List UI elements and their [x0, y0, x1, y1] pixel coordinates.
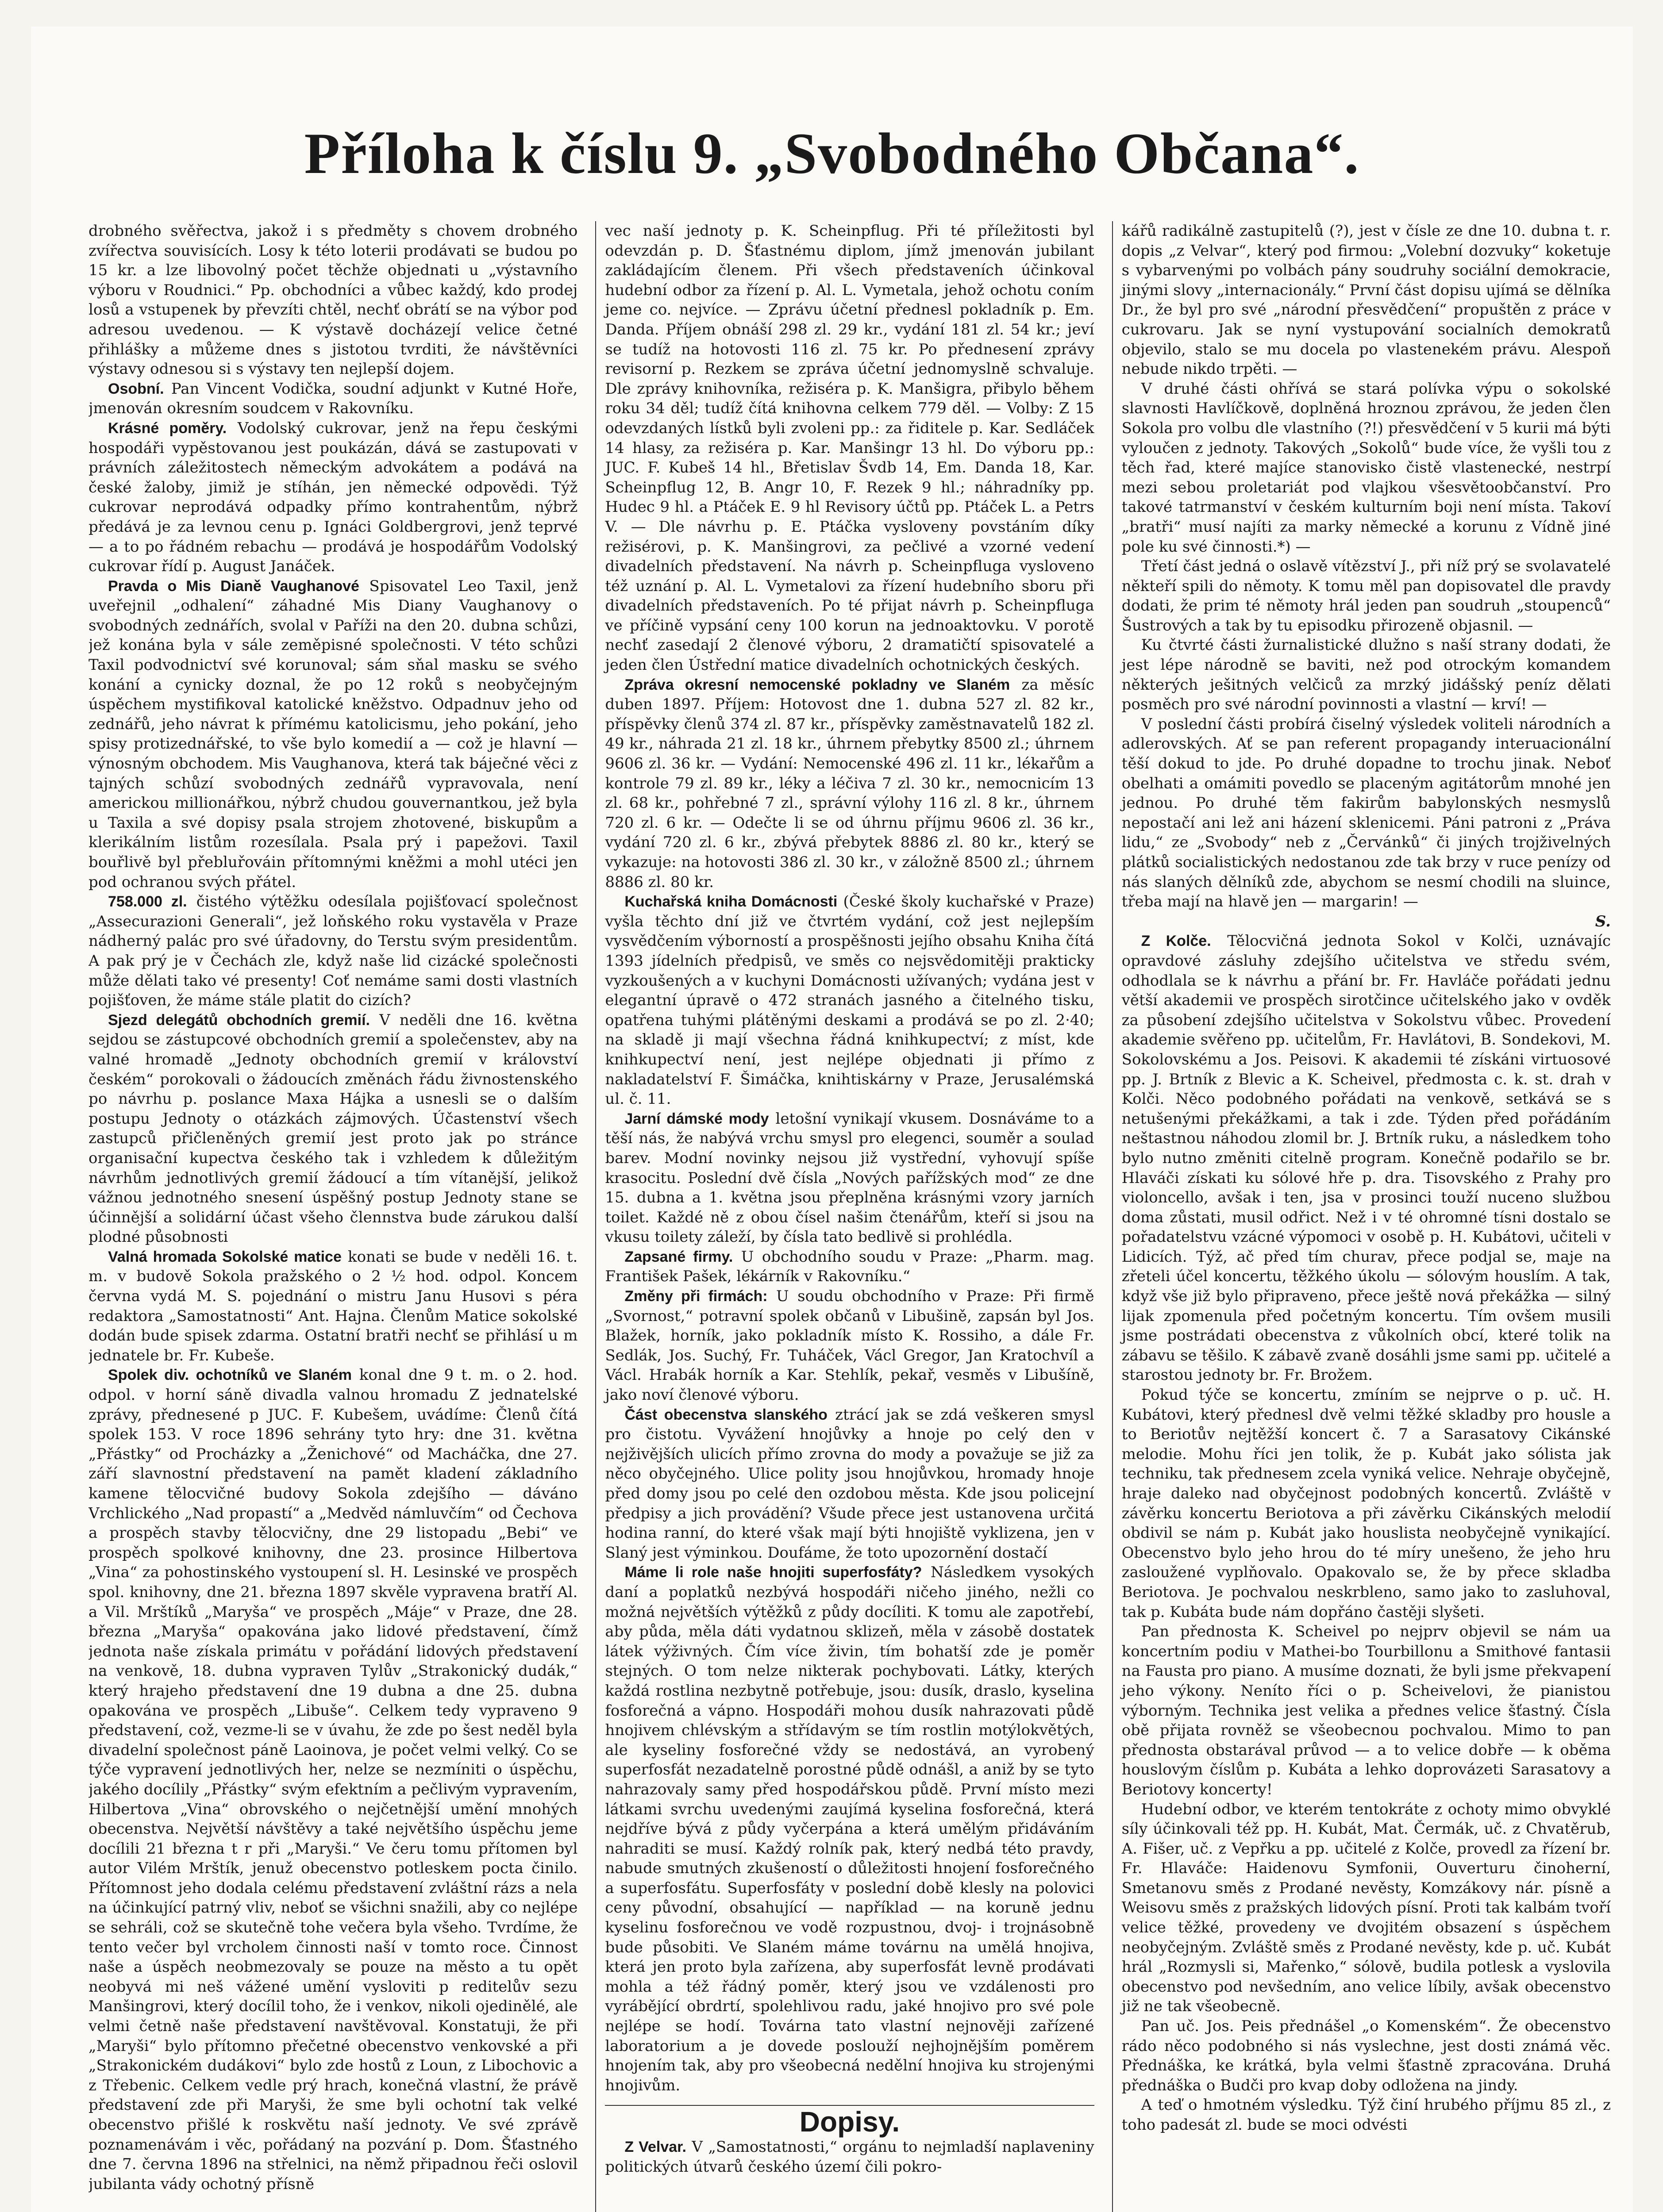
- article-theatre-club-cont: vec naší jednoty p. K. Scheinpflug. Při té příležitosti byl odevzdán p. D. Šťastnému diplom, jímž jmenován jubilant zakládajícím členem. Při všech představeních účinkoval hudební odbor za řízení p. Al. L. Vymetala, jehož ochotu coním jeme co. nejvíce. — Zprávu účetní přednesl pokladník p. Em. Danda. Příjem obnáší 298 zl. 29 kr., vydání 181 zl. 54 kr.; jeví se tudíž na hotovosti 116 zl. 75 kr. Po přednesení zprávy revisorní p. Rezkem se zpráva účetní jednomyslně schvaluje. Dle zprávy knihovníka, režiséra p. K. Manšigra, přibylo během roku 34 děl; tudíž čítá knihovna celkem 779 děl. — Volby: Z 15 odevzdaných lístků byli zvoleni pp.: za řiditele p. Kar. Sedláček 14 hlasy, za režiséra p. Kar. Manšingr 13 hl. Do výboru pp.: JUC. F. Kubeš 14 hl., Břetislav Švdb 14, Em. Danda 18, Kar. Scheinpflug 12, B. Angr 10, F. Rezek 9 hl.; náhradníky pp. Hudec 9 hl. a Ptáček E. 9 hl Revisory účtů pp. Ptáček L. a Petrs V. — Dle návrhu p. E. Ptáčka vysloveny povstáním díky režisérovi, p. K. Manšingrovi, za pečlivé a vzorné vedení divadelních představení. Na návrh p. Scheinpfluga vysloveno též uznání p. Al. L. Vymetalovi za řízení hudebního sboru při divadelních představeních. Po té přijat návrh p. Scheinpfluga ve příčině vypsání ceny 100 korun na jednoaktovku. V porotě nechť zasedají 2 členové výboru, 2 dramatičtí spisovatelé a jeden člen Ústřední matice divadelních ochotnických českých.: [605, 222, 1094, 674]
- article-cleanliness: [605, 1405, 1094, 1563]
- article-theatre-club: [89, 1365, 577, 2194]
- headline-vaughan: Pravda o Mis Dianě Vaughanové: [108, 577, 359, 595]
- letter-kolec: [1122, 931, 1611, 1385]
- headline-kolec: Z Kolče.: [1141, 933, 1211, 950]
- article-insurance: [89, 892, 577, 1010]
- letter-velvary: [605, 2137, 1094, 2177]
- letter-velvary-cont-3: Třetí část jedná o oslavě vítězství J., při níž prý se svolavatelé někteří spili do němoty. K tomu měl pan dopisovatel dle pravdy dodati, že prim té němoty hrál jeden pan soudruh „stoupenců“ Šustrových a tak by tu episodku přirozeně objasnil. —: [1121, 557, 1611, 634]
- headline-firms: Zapsané firmy.: [624, 1248, 733, 1265]
- article-cookbook-text: (České školy kuchařské v Praze) vyšla těchto dní již ve čtvrtém vydání, což jest nejlepším vysvědčením výborností a prospěšnosti jejího obsahu Kniha čítá 1393 jídelních předpisů, ve směs co nejsvědomitěji prakticky vyzkoušených a v kuchyni Domácnosti užívaných; vydána jest v elegantní úpravě o 472 stranách jasného a čitelného tisku, opatřena tuhými plátěnými deskami a prodává se po zl. 2·40; na skladě ji mají všechna řádná knihkupectví; z míst, kde knihkupectví není, jest nejlépe objednati ji přímo z nakladatelství F. Šimáčka, knihtiskárny v Praze, Jerusalémská ul. č. 11.: [605, 893, 1094, 1108]
- article-fashion: [605, 1109, 1094, 1247]
- article-delegates: [89, 1010, 577, 1247]
- headline-superphosphate: Máme li role naše hnojiti superfosfáty?: [624, 1564, 922, 1581]
- column-3: [1112, 221, 1611, 2212]
- article-exhibition: drobného svěřectva, jakož i s předměty s chovem drobného zvířectva souvisících. Losy k této loterii prodávati se budou po 15 kr. a lze libovolný počet těchže objednati u „výstavního výboru v Roudnici.“ Pp. obchodníci a vůbec každý, kdo prodej losů a vstupenek by převzíti chtěl, nechť obrátí se na výbor pod adresou uvedenou. — K výstavě docházejí velice četné přihlášky a můžeme dnes s jistotou tvrditi, že návštěvníci výstavy odnesou si s výstavy ten nejlepší dojem.: [89, 222, 578, 378]
- article-sickness-fund: [605, 675, 1094, 892]
- letter-kolec-cont-2: Pan přednosta K. Scheivel po nejprv objevil se nám ua koncertním podiu v Mathei-bo Tourbillonu a Smithové fantasii na Fausta pro piano. A musíme doznati, že byli jsme překvapení jeho výkony. Neníto říci o p. Scheivelovi, že pianistou výborným. Technika jest velika a přednes velice šťastný. Čísla obě přijata rovněž se všeobecnou pochvalou. Mimo to pan přednosta obstarával průvod — a to velice dobře — k oběma houslovým číslům p. Kubáta a lehko doprovázeti Sarasatovy a Beriotovy koncerty!: [1121, 1623, 1611, 1798]
- letter-kolec-cont-5: A teď o hmotném výsledku. Týž činí hrubého příjmu 85 zl., z toho padesát zl. bude se moci odvésti: [1121, 2096, 1611, 2134]
- article-cleanliness-text: ztrácí jak se zdá veškeren smysl pro čistotu. Vyvážení hnojůvky a hnoje po celý den v nejživějších ulicích přímo zrovna do mody a považuje se již za něco obyčejného. Ulice polity jsou hnojůvkou, hromady hnoje před domy jsou po celé den ozdobou města. Kde jsou policejní předpisy a jich provádění? Všude přece jest ustanovena určitá hodina ranní, do které však mají býti hnojiště vyklizena, jen v Slaný jest výminkou. Doufáme, že toto upozornění dostačí: [605, 1406, 1094, 1562]
- column-2: [595, 221, 1094, 2212]
- letter-signature: S.: [1595, 912, 1611, 930]
- article-fashion-text: letošní vynikají vkusem. Dosnáváme to a těší nás, že nabývá vrchu smysl pro elegenci, souměr a soulad barev. Modní novinky nejsou již vystřední, vyhovují spíše krasocitu. Poslední dvě čísla „Nových pařížských mod“ ze dne 15. dubna a 1. května jsou přeplněna krásnými vzory jarních toilet. Každé ně z obou čísel našim čtenářům, kteří si jsou na vkusu toilety záleží, by čísla tato bedlivě si prohlédla.: [605, 1110, 1094, 1246]
- headline-cleanliness: Část obecenstva slanského: [624, 1406, 828, 1423]
- headline-personal: Osobní.: [108, 380, 164, 397]
- article-firm-changes-text: U soudu obchodního v Praze: Při firmě „Svornost,“ potravní spolek občanů v Libušině, zapsán byl Jos. Blažek, horník, jako pokladník místo K. Rossiho, a dále Fr. Sedlák, Jos. Suchý, Fr. Tuháček, Václ Gregor, Jan Kratochvíl a Václ. Hrabák horník a Kar. Stehlík, pekař, vesměs v Libušíně, jako noví členové výboru.: [605, 1287, 1094, 1404]
- article-personal-text: Pan Vincent Vodička, soudní adjunkt v Kutné Hoře, jmenován okresním soudcem v Rakovníku.: [89, 380, 578, 418]
- article-insurance-text: čistého výtěžku odesílala pojišťovací společnost „Assecurazioni Generali“, jež loňského roku vystavěla v Praze nádherný palác pro své úřadovny, do Terstu svým presidentům. A pak prý je v Čechách zle, když naše lid cizácké společnosti může dělati tako vé presenty! Coť nemáme sami dosti vlastních pojišťoven, že máme stále platit do cizích?: [89, 893, 578, 1010]
- headline-fashion: Jarní dámské mody: [624, 1110, 769, 1127]
- article-vaughan: [89, 576, 577, 892]
- text-columns: [89, 221, 1611, 2212]
- headline-theatre-club: Spolek div. ochotníků ve Slaném: [108, 1367, 352, 1384]
- column-1: [89, 221, 577, 2212]
- headline-sokol-matice: Valná hromada Sokolské matice: [108, 1248, 342, 1265]
- letter-velvary-cont-5: V poslední části probírá čiselný výsledek voliteli národních a adlerovských. Ať se pan referent propagandy interuacionální těší dokud to jde. Po druhé dopadne to trochu jinak. Neboť obelhati a omámiti povedlo se placeným agitátorům mnohé jen jednou. Po druhé těm fakirům babylonských nesmyslů nepostačí ani lež ani házení sklenicemi. Páni patroni z „Práva lidu,“ ze „Svobody“ neb z „Červánků“ či jiných trojživelných plátků socialistických nedostanou zde tak brzy v ruce penízy od nás slaných dělníků zde, abychom se nesmí chodili na sluince, třeba mají na hlavě jen — margarin! —: [1121, 715, 1611, 911]
- headline-velvary: Z Velvar.: [624, 2139, 686, 2155]
- headline-firm-changes: Změny při firmách:: [624, 1288, 768, 1305]
- article-conditions: [89, 419, 577, 576]
- letter-kolec-text: Tělocvičná jednota Sokol v Kolči, uznávajíc opravdové zásluhy zdejšího učitelstva ve středu svém, odhodlala se k návrhu a přání br. Fr. Havláče pořádati jednu větší akademii ve prospěch sirotčince učitelského jako v ovděk za působení zdejšího učitelstva v Sokolstvu vůbec. Provedení akademie svěřeno pp. učitelům, Fr. Havlátovi, B. Sondekovi, M. Sokolovskému a Jos. Peisovi. K akademii té získáni virtuosové pp. J. Brtník z Blevic a K. Scheivel, předmosta c. k. st. drah v Kolči. Něco podobného pořádati na venkově, setkává se s netušenými překážkami, a tak i zde. Týden před pořádáním neštastnou náhodou zlomil br. J. Brtník ruku, a následkem toho bylo nutno změniti citelně program. Konečně podařilo se br. Hlaváči získati ku sólové hře p. dra. Tisovského z Prahy pro violoncello, avšak i ten, jsa v prosinci touží nuceno službou doma zůstati, musil odřict. Než i v té ohromné tísni dostalo se pořadatelstvu vzácné výpomoci v osobě p. H. Kubátovi, učiteli v Lidicích. Týž, ač před tím churav, přece podjal se, maje na zřeteli účel koncertu, těžkého úkolu — sólovým houslím. A tak, když vše již bylo připraveno, přece ještě nová překážka — silný lijak zpomenula před početným koncertu. Tím ovšem musili jsme postrádati obecenstva z vůkolních obcí, které tolik na zábavu se těšilo. K zábavě zvaně dosáhli jsme sami pp. učitelé a starostou jednoty br. Fr. Brožem.: [1121, 932, 1611, 1384]
- article-firms-text: U obchodního soudu v Praze: „Pharm. mag. František Pašek, lékárník v Rakovníku.“: [605, 1248, 1094, 1286]
- article-superphosphate-text: Následkem vysokých daní a poplatků nezbývá hospodáři ničeho jiného, nežli co možná největších výtěžků z půdy docíliti. K tomu ale zapotřebí, aby půda, měla dáti vydatnou sklizeň, měla v zásobě dostatek látek výživných. Čím více živin, tím bohatší zde je poměr stejných. O tom nelze nikterak pochybovati. Látky, kterých každá rostlina nezbytně potřebuje, jsou: dusík, draslo, kyselina fosforečná a vápno. Hospodáři mohou dusík nahrazovati půdě hnojivem chlévským a střídavým se tím rostlin motýlokvětých, ale kyseliny fosforečné vždy se nedostává, an vyrobený superfosfát nezadatelně porostné půdě odnášl, a aniž by se tyto nahrazovaly samy před hospodářskou půdě. První místo mezi látkami svrchu uvedenými zaujímá kyselina fosforečná, která nejdříve bývá z půdy vyčerpána a která umělým přidáváním nahraditi se musí. Každý rolník pak, který nedbá této pravdy, nabude smutných zkušeností o důležitosti hnojení fosforečného a superfosfátu. Superfosfáty v poslední době klesly na polovici ceny původní, obsahující — například — na koruně jednu kyselinu fosforečnou ve vodě rozpustnou, dvoj- i trojnásobně bude působiti. Ve Slaném máme továrnu na umělá hnojiva, která jen proto byla zařízena, aby superfosfát levně prodávati mohla a též řádný poměr, který jsou ve vzdálenosti pro vyrábějící obrdrtí, spolehlivou radu, jaké hnojivo pro své pole nejlépe se hodí. Továrna tato vlastní nejnověji zařízené laboratorium a je dovede poslouží nejhojnějším poměrem hnojením tak, aby pro všeobecná nedělní hnojiva ku strojenými hnojivům.: [605, 1563, 1094, 2094]
- article-firm-changes: [605, 1286, 1094, 1405]
- letter-velvary-cont-2: V druhé části ohřívá se stará polívka výpu o sokolské slavnosti Havlíčkově, doplněná hroznou zprávou, že jeden člen Sokola pro volbu dle vlastního (?!) přesvědčení v 5 kurii má býti vyloučen z jednoty. Takových „Sokolů“ bude více, že vyšli tou z těch řad, které majíce stanovisko čistě vlastenecké, nestrpí mezi sebou proletariát pod vlajkou všesvětoobčanství. Pro takové tatrmanství v českém kulturním boji není místa. Takoví „bratři“ musí najíti za marky německé a korunu z Vídně jiné pole ku své činnosti.*) —: [1121, 380, 1611, 556]
- letter-kolec-cont-3: Hudební odbor, ve kterém tentokráte z ochoty mimo obvyklé síly účinkovali též pp. H. Kubát, Mat. Čermák, uč. z Chvatěrub, A. Fišer, uč. z Vepřku a pp. učitelé z Kolče, provedl za řízení br. Fr. Hlaváče: Haidenovu Symfonii, Ouverturu činoherní, Smetanovu směs z Prodané nevěsty, Komzákovy nár. písně a Weisovu směs z pražských lidových písní. Proti tak kalbám tvoří velice těžké, provedeny ve dvojitém obsazení s úspěchem neobyčejným. Zvláště směs z Prodané nevěsty, kde p. uč. Kubát hrál „Rozmysli si, Mařenko,“ sólově, budila potlesk a vyslovila obecenstvo pod nevšedním, ano velice líbily, avšak obecenstvo již ne tak všeobecně.: [1121, 1800, 1611, 2016]
- letter-kolec-cont-1: Pokud týče se koncertu, zmíním se nejprve o p. uč. H. Kubátovi, který přednesl dvě velmi těžké skladby pro housle a to Beriotův nejtěžší koncert č. 7 a Sarasatovy Cikánské melodie. Mohu říci jen tolik, že p. Kubát jako sólista jak techniku, tak přednesem zcela vyniká velice. Nehraje obyčejně, hraje daleko nad obyčejnost podobných koncertů. Zvláště v závěrku koncertu Beriotova a při závěrku Cikánských melodií obdivil se nám p. Kubát jako houslista neobyčejně vynikající. Obecenstvo bylo jeho hrou do té míry unešeno, že jeho hru zasloužené vyplňovalo. Opakovalo se, že by přece skladba Beriotova. Je pochvalou neskrbleno, samo jako to zasluhoval, tak p. Kubáta bude nám dopřáno častěji slyšeti.: [1121, 1386, 1611, 1621]
- page-title: Příloha k číslu 9. „Svobodného Občana“.: [304, 121, 1360, 186]
- headline-conditions: Krásné poměry.: [108, 419, 227, 437]
- letter-velvary-cont-1: kářů radikálně zastupitelů (?), jest v čísle ze dne 10. dubna t. r. dopis „z Velvar“, který pod firmou: „Volební dozvuky“ koketuje s vybarvenými po volbách pány soudruhy sociální demokracie, jinými slovy „internacionály.“ První část dopisu ujímá se dělníka Dr., že byl pro své „národní přesvědčení“ propuštěn z práce v cukrovaru. Jak se nyní vystupování socialních demokratů objevilo, stalo se mu docela po vlastenekém právu. Alespoň nebude nikdo trpěti. —: [1121, 222, 1611, 378]
- article-sickness-fund-text: za měsíc duben 1897. Příjem: Hotovost dne 1. dubna 527 zl. 82 kr., příspěvky členů 374 zl. 87 kr., příspěvky zaměstnavatelů 182 zl. 49 kr., náhrada 21 zl. 18 kr., úhrnem přebytky 8500 zl.; úhrnem 9606 zl. 36 kr. — Vydání: Nemocenské 496 zl. 11 kr., lékařům a kontrole 79 zl. 89 kr., léky a léčiva 7 zl. 30 kr., nemocnicím 13 zl. 68 kr., pohřebné 7 zl., správní výlohy 116 zl. 8 kr., úhrnem 720 zl. 6 kr. — Odečte li se od úhrnu příjmu 9606 zl. 36 kr., vydání 720 zl. 6 kr., zbývá přebytek 8886 zl. 80 kr., který se vykazuje: na hotovosti 386 zl. 30 kr., v záložně 8500 zl.; úhrnem 8886 zl. 80 kr.: [605, 676, 1094, 891]
- headline-sickness-fund: Zpráva okresní nemocenské pokladny ve Slaném: [624, 676, 1010, 693]
- article-firms: [605, 1247, 1094, 1286]
- headline-cookbook: Kuchařská kniha Domácnosti: [624, 893, 838, 910]
- article-cookbook: [605, 892, 1094, 1109]
- headline-insurance: 758.000 zl.: [108, 893, 187, 910]
- article-superphosphate: [605, 1563, 1094, 2095]
- headline-delegates: Sjezd delegátů obchodních gremií.: [108, 1011, 370, 1029]
- article-delegates-text: V neděli dne 16. května sejdou se zástupcové obchodních gremií a společenstev, aby na valné hromadě „Jednoty obchodních gremií v království českém“ porokovali o žádoucích změnách řádu živnostenského po návrhu p. poslance Maxa Hájka a usnesli se o dalším postupu Jednoty o otázkách zájmových. Účastenství všech zastupců přičleněných gremií jest proto jak po stránce organisační kupectva českého tak i vzhledem k důležitým návrhům jednotlivých gremií žádoucí a tím vítanější, jelikož vážnou jednotného snesení úspěšný postup Jednoty stane se účinnější a solidární účast všeho člennstva bude zárukou další plodné působnosti: [89, 1011, 578, 1246]
- article-sokol-matice-text: konati se bude v neděli 16. t. m. v budově Sokola pražského o 2 ½ hod. odpol. Koncem června vydá M. S. pojednání o mistru Janu Husovi s péra redaktora „Samostatnosti“ Ant. Hajna. Členům Matice sokolské dodán bude spisek zdarma. Ostatní bratři nechť se přihlásí u m jednatele br. Fr. Kubeše.: [89, 1248, 578, 1364]
- letter-velvary-text: V „Samostatnosti,“ orgánu to nejmladší naplaveniny politických útvarů českého území čili pokro-: [605, 2138, 1094, 2176]
- letter-velvary-cont-4: Ku čtvrté části žurnalistické dlužno s naší strany dodati, že jest lépe národně se baviti, než pod otrockým komandem některých ješitných velčiců za mrzký jidášský peníz dělati posměch pro své národní povinnosti a vlastní — krví! —: [1121, 636, 1611, 714]
- newspaper-page: [31, 27, 1633, 2212]
- article-conditions-text: Vodolský cukrovar, jenž na řepu českými hospodáři vypěstovanou jest poukázán, dává se zastupovati v právních záležitostech německým advokátem a podává na české žaloby, jimiž je stíhán, jen německé odpovědi. Týž cukrovar neprodává odpadky přímo kontrahentům, nýbrž předává je za levnou cenu p. Ignáci Goldbergrovi, jenž teprvé — a to po řádném rebachu — prodává je hospodářům Vodolský cukrovar řídí p. August Janáček.: [89, 419, 578, 576]
- article-personal: [89, 379, 577, 419]
- article-sokol-matice: [89, 1247, 577, 1366]
- section-heading-letters: Dopisy.: [605, 2105, 1094, 2132]
- article-vaughan-text: Spisovatel Leo Taxil, jenž uveřejnil „odhalení“ záhadné Mis Diany Vaughanovy o svobodných zednářích, svolal v Paříži na den 20. dubna schůzi, jež konána byla v sále zeměpisné společnosti. V této schůzi Taxil podvodnictví své korunoval; sám sňal masku se svého konání a cynicky doznal, že po 12 roků s neobyčejným úspěchem mystifikoval katolické kněžstvo. Odpadnuv jeho od zednářů, jeho návrat k přímému katolicismu, jeho pokání, jeho spisy protizednářské, to vše bylo komedií a — což je hlavní — výnosným obchodem. Mis Vaughanova, která tak báječné věci z tajných schůzí svobodných zednářů vypravovala, není americkou millionářkou, nýbrž chudou gouvernantkou, jež byla u Taxila a své dopisy psala strojem zhotovené, biskupům a klerikálním listům rozesílala. Psala prý i papežovi. Taxil bouřlivě byl přebluřováin přítomnými kněžmi a mohl utéci jen pod ochranou svých přátel.: [89, 577, 578, 891]
- article-theatre-club-text: konal dne 9 t. m. o 2. hod. odpol. v horní sáně divadla valnou hromadu Z jednatelské zprávy, přednesené p JUC. F. Kubešem, uvádíme: Členů čítá spolek 153. V roce 1896 sehrány tyto hry: dne 31. května „Přástky“ od Procházky a „Ženichové“ od Macháčka, dne 27. září slavnostní představení na pamět kladení základního kamene tělocvičné budovy Sokola zdejšího — dáváno Vrchlického „Nad propastí“ a „Medvěd námluvčím“ od Čechova a prospěch stavby tělocvičny, dne 29 listopadu „Bebi“ ve prospěch spolkové knihovny, dne 23. prosince Hilbertova „Vina“ za pohostinského vystoupení sl. H. Lesinské ve prospěch spol. knihovny, dne 21. března 1897 skvěle vypravena bratří Al. a Vil. Mrštíků „Maryša“ ve prospěch „Máje“ v Praze, dne 28. března „Maryša“ opakována jako lidové představení, čímž jednota naše získala primátu v pořádání lidových představení na venkově, 18. dubna vypraven Tylův „Strakonický dudák,“ který hrajeho představení dne 19 dubna a dne 25. dubna opakována ve prospěch „Libuše“. Celkem tedy vypraveno 9 představení, což, vezme-li se v úvahu, že zde po šest neděl byla divadelní společnost páně Laoinova, je počet velmi velký. Co se týče vypravení jednotlivých her, nelze se nezmíniti o úspěchu, jakého docílily „Přástky“ svým efektním a pečlivým vypravením, Hilbertova „Vina“ obrovského o nejčetnější umění mnohých obecenstva. Největší návštěvy a také největšího úspěchu jeme docílili 21 března t r při „Maryši.“ Ve čeru tomu přítomen byl autor Vilém Mrštík, jenuž obecenstvo potleskem pocta činilo. Přítomnost jeho dodala celému představení zvláštní rázs a nela na účinkující patrný vliv, neboť se všichni snažili, aby co nejlépe se sehráli, což se skutečně tohe večera byla všeho. Tvrdíme, že tento večer byl vrcholem činnosti naší v tomto roce. Činnost naše a úspěch neobmezovaly se pouze na město a tu opět neobyvá mi neš vážené umění vysloviti p reditelův sezu Manšingrovi, který docílil toho, že i venkov, nikoli ojedinělé, ale velmi četně naše představení navštěvoval. Konstatuji, že při „Maryši“ bylo přítomno přečetné obecenstvo venkovské a při „Strakonickém dudákovi“ bylo zde hostů z Loun, z Libochovic a z Třebenic. Celkem vedle prý hrach, konečná vlastní, že právě představení zde při Maryši, že sme byli ochotní tak velké obecenstvo přišlé k roskvětu naší jednoty. Ve své zprávě poznamenávám i věc, pořádaný na pozvání p. Dom. Šťastného dne 7. června 1896 na střelnici, na němž připadnou řeči oslovil jubilanta vády ochotný přísně: [89, 1366, 578, 2193]
- letter-kolec-cont-4: Pan uč. Jos. Peis přednášel „o Komenském“. Že obecenstvo rádo něco podobného si nás vyslechne, jest dosti známá věc. Přednáška, ke krátká, byla velmi šťastně zpracována. Druhá přednáška o Budči pro kvap doby odložena na jindy.: [1121, 2017, 1611, 2094]
